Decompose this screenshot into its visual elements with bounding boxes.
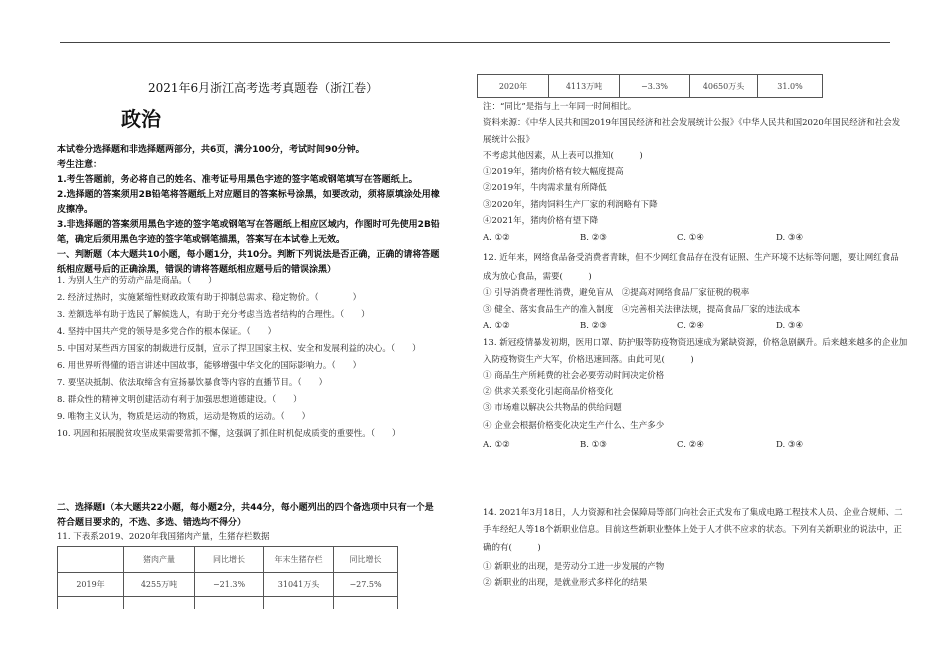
q11-line: 资料来源：《中华人民共和国2019年国民经济和社会发展统计公报》《中华人民共和国2020年国民经济和社会发 [483, 118, 901, 128]
q14-line: 14. 2021年3月18日，人力资源和社会保障局等部门向社会正式发布了集成电路工程技术人员、企业合规师、二 [483, 508, 903, 518]
q13-line: ① 商品生产所耗费的社会必要劳动时间决定价格 [483, 371, 665, 381]
q13-option: D. ③④ [776, 440, 804, 450]
section-heading: 二、选择题Ⅰ（本大题共22小题，每小题2分，共44分，每小题列出的四个备选项中只有一个是 [57, 503, 434, 513]
q13-option: C. ②④ [677, 440, 704, 450]
q12-line: 12. 近年来，网络食品备受消费者青睐，但不少网红食品存在没有证照、生产环境不达标等问题，要让网红食品 [483, 253, 899, 263]
q11-table-part1 [57, 546, 398, 609]
judgment-question: 1. 为别人生产的劳动产品是商品。（ ） [57, 276, 217, 286]
judgment-question: 5. 中国对某些西方国家的制裁进行反制，宣示了捍卫国家主权、安全和发展利益的决心。（ ） [57, 344, 421, 354]
instruction-line: 3.非选择题的答案须用黑色字迹的签字笔或钢笔写在答题纸上相应区域内，作图时可先使用2B铅 [57, 220, 440, 230]
instruction-line: 纸相应题号后的正确涂黑，错误的请将答题纸相应题号后的错误涂黑） [57, 265, 337, 275]
q12-line: 成为放心食品，需要( ) [483, 272, 592, 282]
q13-option: A. ①② [483, 440, 510, 450]
table-cell: 2020年 [478, 75, 549, 98]
q12-option: D. ③④ [776, 321, 804, 331]
q12-option: A. ①② [483, 321, 510, 331]
table-row [478, 75, 823, 98]
judgment-question: 2. 经济过热时，实施紧缩性财政政策有助于抑制总需求、稳定物价。（ ） [57, 293, 362, 303]
q13-line: ② 供求关系变化引起商品价格变化 [483, 387, 614, 397]
table-header: 同比增长 [195, 547, 264, 573]
instruction-line: 本试卷分选择题和非选择题两部分，共6页，满分100分，考试时间90分钟。 [57, 145, 365, 155]
q12-option: C. ②④ [677, 321, 704, 331]
q11-option: A. ①② [483, 233, 510, 243]
q14-line: 手车经纪人等18个新职业信息。目前这些新职业整体上处于人才供不应求的状态。下列有关新职业的说法中，正 [483, 525, 902, 535]
table-cell: 4255万吨 [124, 573, 195, 597]
q11-line: ④2021年，猪肉价格有望下降 [483, 216, 599, 226]
q11-line: 注：“同比”是指与上一年同一时间相比。 [483, 102, 637, 112]
table-header: 猪肉产量 [124, 547, 195, 573]
instruction-line: 皮擦净。 [57, 205, 94, 215]
table-header: 年末生猪存栏 [264, 547, 334, 573]
instruction-line: 考生注意： [57, 160, 103, 170]
q13-option: B. ①③ [580, 440, 607, 450]
q14-line: ① 新职业的出现，是劳动分工进一步发展的产物 [483, 562, 665, 572]
table-header [58, 547, 124, 573]
q11-line: 展统计公报》 [483, 135, 535, 145]
table-row [58, 573, 398, 597]
q11-stem: 11. 下表系2019、2020年我国猪肉产量，生猪存栏数据 [57, 532, 270, 542]
q11-option: C. ①④ [677, 233, 704, 243]
judgment-question: 4. 坚持中国共产党的领导是多党合作的根本保证。（ ） [57, 327, 277, 337]
q14-line: ② 新职业的出现，是就业形式多样化的结果 [483, 578, 648, 588]
q11-line: ②2019年，牛肉需求量有所降低 [483, 183, 607, 193]
table-cell: 40650万头 [690, 75, 758, 98]
table-cell: −3.3% [620, 75, 690, 98]
q13-line: 13. 新冠疫情暴发初期，医用口罩、防护服等防疫物资迅速成为紧缺资源，价格急剧飙升。后来越来越多的企业加 [483, 338, 908, 348]
instruction-line: 2.选择题的答案须用2B铅笔将答题纸上对应题目的答案标号涂黑，如要改动，须将原填涂处用橡 [57, 190, 440, 200]
q11-table-part2 [477, 74, 823, 98]
q11-line: 不考虑其他因素，从上表可以推知( ) [483, 151, 643, 161]
q12-line: ① 引导消费者理性消费，避免盲从 ②提高对网络食品厂家征税的税率 [483, 288, 750, 298]
judgment-question: 10. 巩固和拓展脱贫攻坚成果需要常抓不懈，这强调了抓住时机促成质变的重要性。（ ） [57, 429, 401, 439]
table-cell: 31.0% [758, 75, 823, 98]
q11-option: B. ②③ [580, 233, 607, 243]
exam-title: 2021年6月浙江高考选考真题卷（浙江卷） [148, 81, 379, 95]
judgment-question: 7. 要坚决抵制、依法取缔含有宣扬暴饮暴食等内容的直播节目。（ ） [57, 378, 328, 388]
subject-title: 政治 [121, 107, 161, 131]
q13-line: ④ 企业会根据价格变化决定生产什么、生产多少 [483, 421, 665, 431]
q14-line: 确的有( ) [483, 543, 541, 553]
judgment-question: 8. 群众性的精神文明创建活动有利于加强思想道德建设。（ ） [57, 395, 302, 405]
judgment-question: 6. 用世界听得懂的语言讲述中国故事，能够增强中华文化的国际影响力。（ ） [57, 361, 362, 371]
q11-option: D. ③④ [776, 233, 804, 243]
judgment-question: 3. 差额选举有助于选民了解候选人，有助于充分考虑当选者结构的合理性。（ ） [57, 310, 370, 320]
table-cell: 2019年 [58, 573, 124, 597]
table-cell: 4113万吨 [549, 75, 620, 98]
section-heading: 符合题目要求的，不选、多选、错选均不得分） [57, 518, 247, 528]
header-rule [60, 42, 890, 43]
table-cell: 31041万头 [264, 573, 334, 597]
judgment-question: 9. 唯物主义认为，物质是运动的物质，运动是物质的运动。（ ） [57, 412, 311, 422]
table-cell: −27.5% [334, 573, 398, 597]
q13-line: 入防疫物资生产大军，价格迅速回落。由此可见( ) [483, 355, 694, 365]
q12-line: ③ 健全、落实食品生产的准入制度 ④完善相关法律法规，提高食品厂家的违法成本 [483, 305, 801, 315]
q12-option: B. ②③ [580, 321, 607, 331]
instruction-line: 笔，确定后须用黑色字迹的签字笔或钢笔描黑，答案写在本试卷上无效。 [57, 235, 346, 245]
instruction-line: 一、判断题（本大题共10小题，每小题1分，共10分。判断下列说法是否正确，正确的请将答题 [57, 250, 440, 260]
table-header: 同比增长 [334, 547, 398, 573]
instruction-line: 1.考生答题前，务必将自己的姓名、准考证号用黑色字迹的签字笔或钢笔填写在答题纸上。 [57, 175, 418, 185]
q11-line: ③2020年，猪肉饲料生产厂家的利润略有下降 [483, 200, 658, 210]
q13-line: ③ 市场难以解决公共物品的供给问题 [483, 403, 622, 413]
table-cell: −21.3% [195, 573, 264, 597]
q11-line: ①2019年，猪肉价格有较大幅度提高 [483, 167, 624, 177]
